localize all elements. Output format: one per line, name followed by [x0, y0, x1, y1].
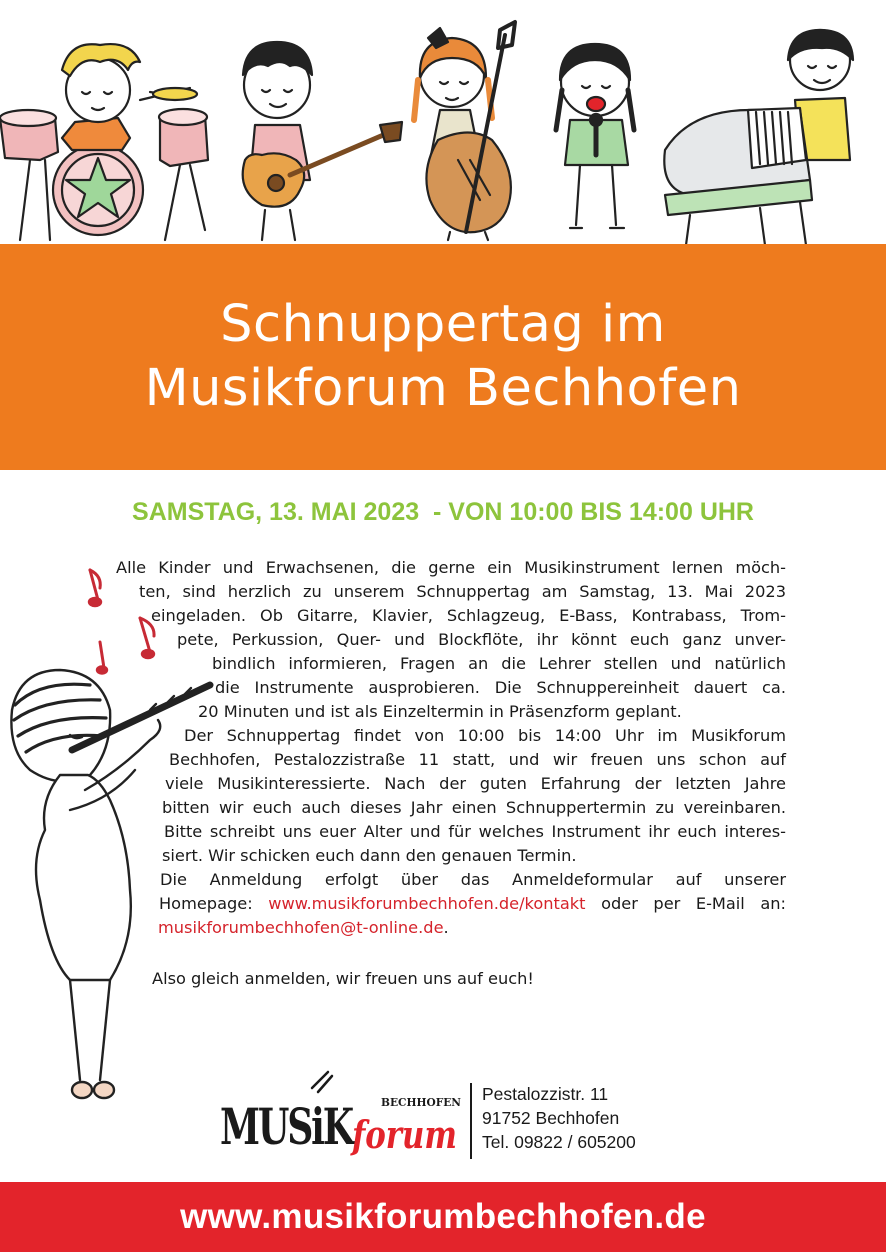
email-suffix: . — [443, 918, 449, 937]
address-street: Pestalozzistr. 11 — [482, 1084, 609, 1104]
logo-bechhofen: BECHHOFEN — [381, 1096, 461, 1109]
homepage-suffix: oder per E-Mail an: — [585, 894, 786, 913]
event-date: SAMSTAG, 13. MAI 2023 - VON 10:00 BIS 14:00 UHR — [132, 498, 754, 526]
footer-bar — [0, 1182, 886, 1252]
body-line: eingeladen. Ob Gitarre, Klavier, Schlagzeug, E-Bass, Kontrabass, Trom- — [151, 606, 786, 625]
body-line: Bechhofen, Pestalozzistraße 11 statt, und wir freuen uns schon auf — [169, 750, 786, 769]
children-musicians-illustration — [0, 0, 886, 245]
address-city: 91752 Bechhofen — [482, 1108, 620, 1128]
address-block — [482, 1082, 636, 1154]
closing-line: Also gleich anmelden, wir freuen uns auf euch! — [152, 969, 534, 988]
drumsticks-icon — [312, 1072, 332, 1092]
musikforum-logo — [220, 1068, 465, 1163]
homepage-line — [159, 892, 786, 916]
body-line: ten, sind herzlich zu unserem Schnuppertag am Samstag, 13. Mai 2023 — [139, 582, 786, 601]
address-phone: Tel. 09822 / 605200 — [482, 1132, 636, 1152]
logo-musik: MUSiK — [220, 1097, 356, 1156]
address-divider — [470, 1083, 472, 1159]
title-banner — [0, 244, 886, 470]
body-line: Der Schnuppertag findet von 10:00 bis 14:00 Uhr im Musikforum — [184, 726, 786, 745]
body-line: viele Musikinteressierte. Nach der guten Erfahrung der letzten Jahre — [165, 774, 786, 793]
double-bass-figure — [414, 22, 515, 240]
page-title-line-1: Schnuppertag im — [220, 295, 666, 354]
body-line: bindlich informieren, Fragen an die Lehrer stellen und natürlich — [212, 654, 786, 673]
body-line: Bitte schreibt uns euer Alter und für welches Instrument ihr euch interes- — [164, 822, 786, 841]
drummer-figure — [0, 44, 208, 240]
body-line: die Instrumente ausprobieren. Die Schnuppereinheit dauert ca. — [215, 678, 786, 697]
body-line: 20 Minuten und ist als Einzeltermin in Präsenzform geplant. — [198, 702, 682, 721]
body-line: pete, Perkussion, Quer- und Blockflöte, ihr könnt euch ganz unver- — [177, 630, 786, 649]
page-title-line-2: Musikforum Bechhofen — [144, 359, 742, 418]
email-link[interactable]: musikforumbechhofen@t-online.de — [158, 918, 444, 937]
logo-forum: forum — [349, 1112, 457, 1157]
body-line: Alle Kinder und Erwachsenen, die gerne ein Musikinstrument lernen möch- — [116, 558, 786, 577]
email-line — [158, 916, 786, 940]
pianist-figure — [664, 30, 853, 245]
guitarist-figure — [243, 42, 402, 240]
body-line: bitten wir euch auch dieses Jahr einen Schnuppertermin zu vereinbaren. — [162, 798, 786, 817]
body-line: Die Anmeldung erfolgt über das Anmeldeformular auf unserer — [160, 870, 786, 889]
homepage-prefix: Homepage: — [159, 894, 269, 913]
footer-url[interactable]: www.musikforumbechhofen.de — [180, 1197, 706, 1236]
homepage-link[interactable]: www.musikforumbechhofen.de/kontakt — [268, 894, 586, 913]
body-line: siert. Wir schicken euch dann den genauen Termin. — [162, 846, 577, 865]
singer-figure — [556, 44, 634, 228]
